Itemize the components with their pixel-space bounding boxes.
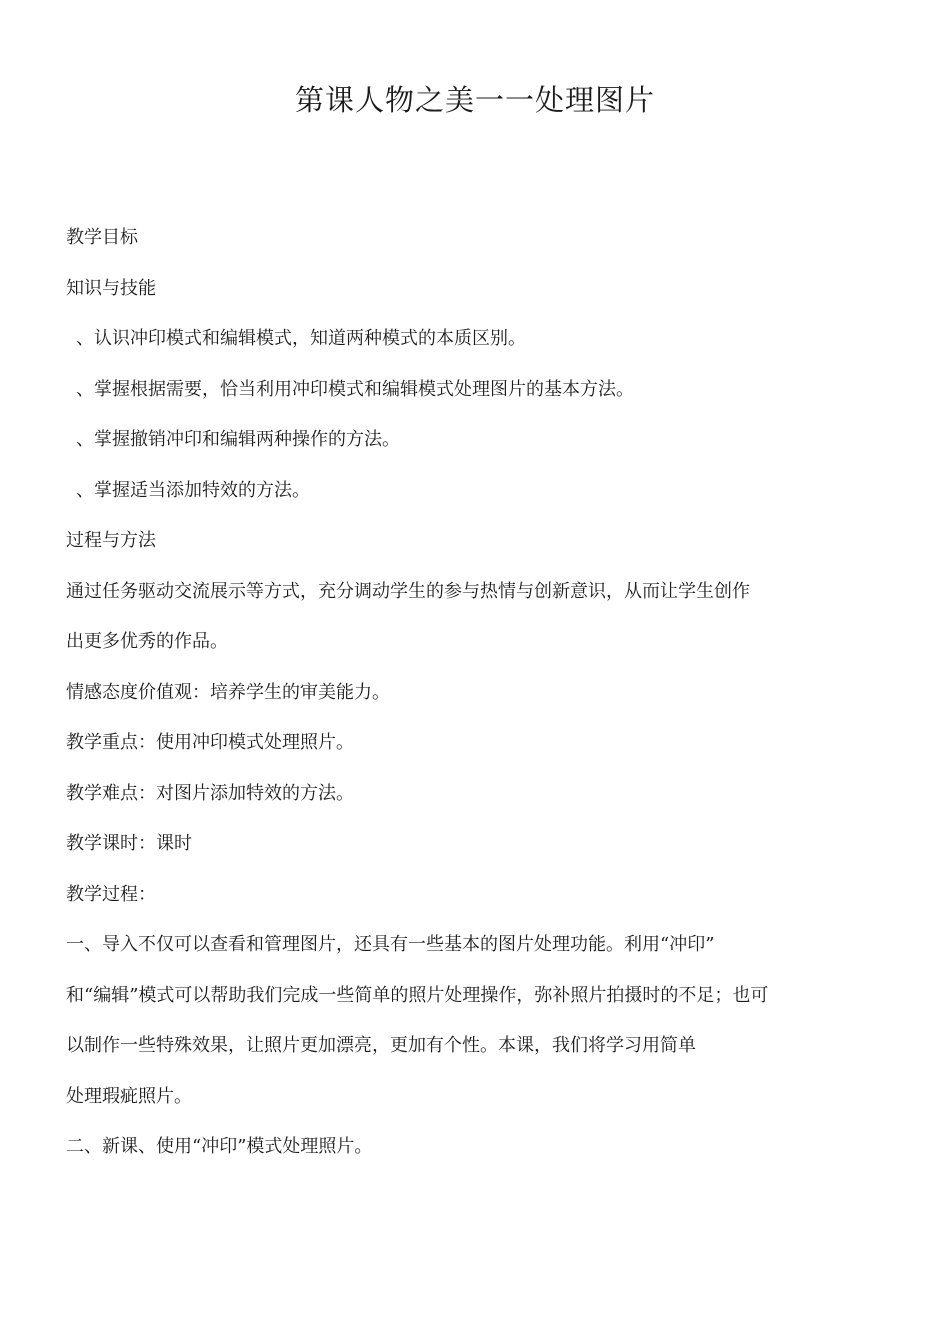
paragraph-line: 以制作一些特殊效果，让照片更加漂亮，更加有个性。本课，我们将学习用简单	[66, 1035, 696, 1056]
objective-item-3: 、掌握撤销冲印和编辑两种操作的方法。	[76, 429, 400, 450]
paragraph-line: 出更多优秀的作品。	[66, 631, 228, 652]
paragraph-line: 二、新课、使用“冲印”模式处理照片。	[66, 1136, 373, 1157]
paragraph-line: 和“编辑”模式可以帮助我们完成一些简单的照片处理操作，弥补照片拍摄时的不足；也可	[66, 985, 769, 1006]
objective-item-2: 、掌握根据需要，恰当利用冲印模式和编辑模式处理图片的基本方法。	[76, 379, 634, 400]
paragraph-line: 处理瑕疵照片。	[66, 1086, 192, 1107]
subsection-process-method: 过程与方法	[66, 530, 156, 551]
paragraph-line: 情感态度价值观：培养学生的审美能力。	[66, 682, 390, 703]
paragraph-line: 一、导入不仅可以查看和管理图片，还具有一些基本的图片处理功能。利用“冲印”	[66, 934, 715, 955]
paragraph-line: 通过任务驱动交流展示等方式，充分调动学生的参与热情与创新意识，从而让学生创作	[66, 581, 750, 602]
objective-item-4: 、掌握适当添加特效的方法。	[76, 480, 310, 501]
paragraph-line: 教学重点：使用冲印模式处理照片。	[66, 732, 354, 753]
paragraph-line: 教学课时：课时	[66, 833, 192, 854]
paragraph-line: 教学难点：对图片添加特效的方法。	[66, 783, 354, 804]
document-title: 第课人物之美一一处理图片	[294, 83, 655, 117]
section-heading-process: 教学过程：	[66, 884, 156, 905]
section-heading-objectives: 教学目标	[66, 227, 138, 248]
subsection-knowledge-skills: 知识与技能	[66, 278, 156, 299]
objective-item-1: 、认识冲印模式和编辑模式，知道两种模式的本质区别。	[76, 328, 526, 349]
